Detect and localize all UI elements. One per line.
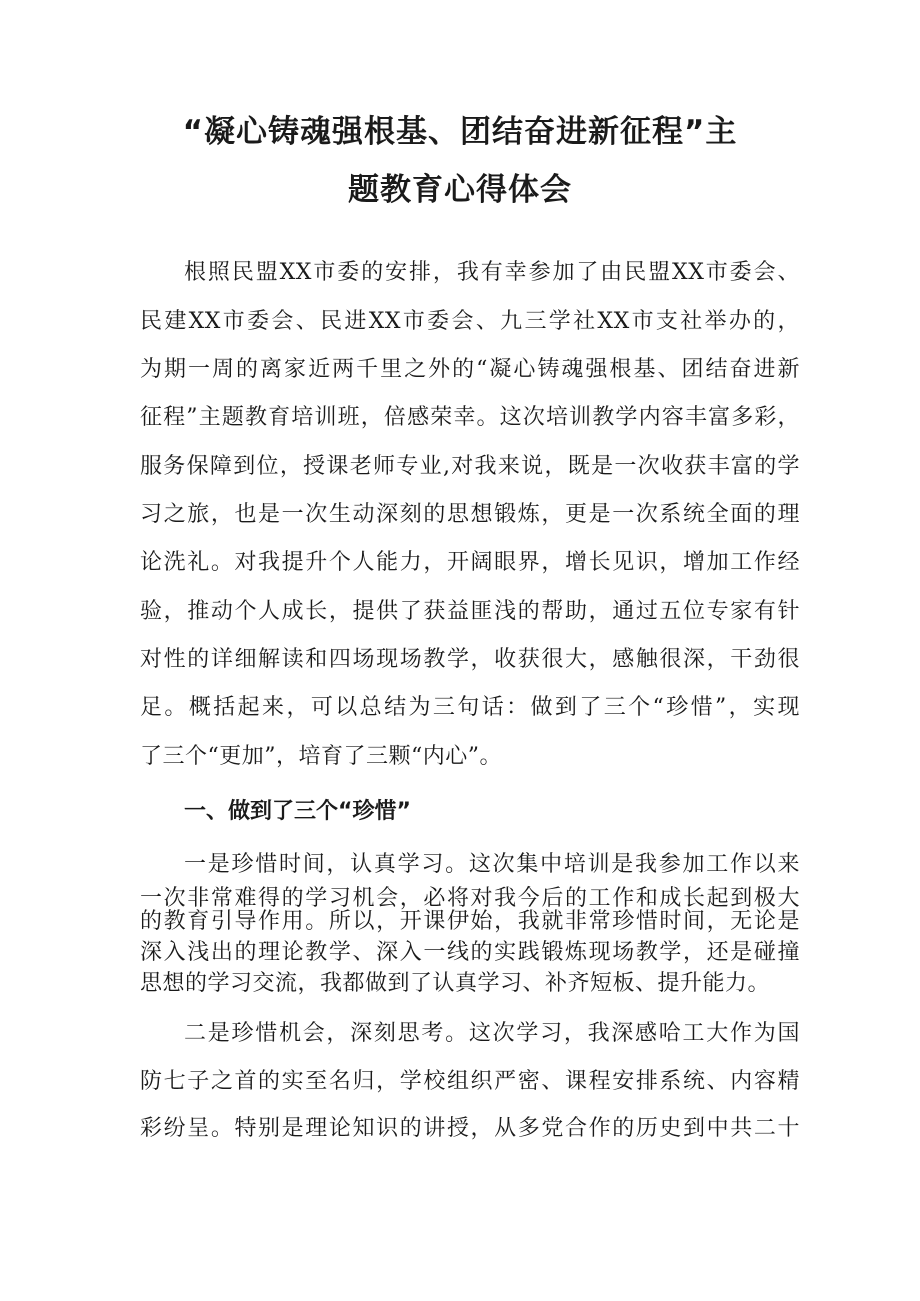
paragraph-2-line: 一是珍惜时间，认真学习。这次集中培训是我参加工作以来 [184, 852, 800, 877]
document-title [140, 103, 780, 219]
paragraph-1-line: 民建XX市委会、民进XX市委会、九三学社XX市支社举办的， [140, 309, 800, 334]
paragraph-3-line: 二是珍惜机会，深刻思考。这次学习，我深感哈工大作为国 [184, 1021, 800, 1046]
paragraph-1-line: 对性的详细解读和四场现场教学，收获很大，感触很深，干劲很 [140, 647, 800, 672]
paragraph-2-line: 深入浅出的理论教学、深入一线的实践锻炼现场教学，还是碰撞 [140, 940, 800, 965]
paragraph-2-line: 一次非常难得的学习机会，必将对我今后的工作和成长起到极大 [140, 886, 800, 911]
paragraph-1-line: 验，推动个人成长，提供了获益匪浅的帮助，通过五位专家有针 [140, 599, 800, 624]
paragraph-2-line: 的教育引导作用。所以，开课伊始，我就非常珍惜时间，无论是 [140, 909, 800, 934]
paragraph-1-line: 征程”主题教育培训班，倍感荣幸。这次培训教学内容丰富多彩， [140, 405, 800, 430]
paragraph-1-line: 为期一周的离家近两千里之外的“凝心铸魂强根基、团结奋进新 [140, 357, 800, 382]
paragraph-3-line: 防七子之首的实至名归，学校组织严密、课程安排系统、内容精 [140, 1069, 800, 1094]
paragraph-3-line: 彩纷呈。特别是理论知识的讲授，从多党合作的历史到中共二十 [140, 1116, 800, 1141]
title-line-1: “凝心铸魂强根基、团结奋进新征程”主 [182, 114, 738, 150]
paragraph-1-line: 习之旅，也是一次生动深刻的思想锻炼，更是一次系统全面的理 [140, 502, 800, 527]
paragraph-1-line: 论洗礼。对我提升个人能力，开阔眼界，增长见识，增加工作经 [140, 550, 800, 575]
title-line-2: 题教育心得体会 [348, 172, 572, 208]
section-heading: 一、做到了三个“珍惜” [184, 799, 411, 824]
paragraph-1-line: 服务保障到位，授课老师专业,对我来说，既是一次收获丰富的学 [140, 454, 800, 479]
paragraph-1-line: 足。概括起来，可以总结为三句话：做到了三个“珍惜”，实现 [140, 695, 800, 720]
paragraph-2-line: 思想的学习交流，我都做到了认真学习、补齐短板、提升能力。 [140, 971, 771, 996]
paragraph-1-line: 了三个“更加”，培育了三颗“内心”。 [140, 744, 502, 769]
paragraph-1-line: 根照民盟XX市委的安排，我有幸参加了由民盟XX市委会、 [184, 260, 800, 285]
